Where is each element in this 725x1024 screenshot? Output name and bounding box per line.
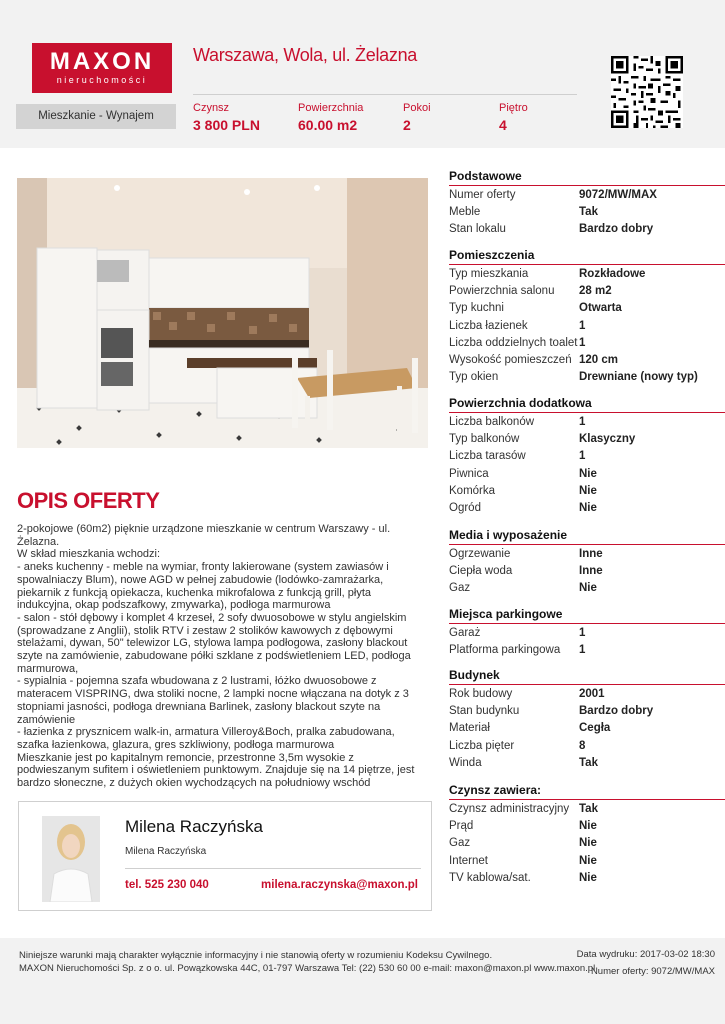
agent-email[interactable]: milena.raczynska@maxon.pl <box>261 879 418 891</box>
detail-value: 120 cm <box>579 354 619 366</box>
detail-label: Ciepła woda <box>449 565 513 578</box>
detail-label: Internet <box>449 854 488 867</box>
detail-value: Bardzo dobry <box>579 223 654 236</box>
detail-label: Wysokość pomieszczeń <box>449 354 572 366</box>
detail-label: Rok budowy <box>449 688 513 700</box>
description-text: 2-pokojowe (60m2) pięknie urządzone mieszkanie w centrum Warszawy - ul. Żelazna. W skład mieszkania wchodzi: - aneks kuchenny - meble na wymiar, fronty lakierowane (system zawiasów i spowalniaczy Blum), nowe AGD w pełnej zabudowie (lodówko-zamrażarka, piekarnik z funkcją opiekacza, kuchenka mikrofalowa z funkcją grill, płyta indukcyjna, okap podszafkowy, zmywarka), podłoga marmurowa - salon - stół dębowy i komplet 4 krzeseł, 2 sofy dwuosobowe w stylu angielskim (sprowadzane z Anglii), stolik RTV i zestaw 2 stolików kawowych z dębowymi stelażami, dywan, 50" telewizor LG, stylowa lampa podłogowa, zasłony blackout szyte na zamówienie, zabudowane półki szklane z podświetleniem LED, podłoga marmurowa, - sypialnia - pojemna szafa wbudowana z 2 lustrami, łóżko dwuosobowe z materacem VISPRING, dwa stoliki nocne, 2 lampki nocne włączana na dotyk z 3 stopniami jasności, podłoga drewniana Barlinek, zasłony blackout szyte na zamówienie - łazienka z prysznicem walk-in, armatura Villeroy&Boch, pralka zabudowana, szafka łazienkowa, glazura, gres szkliwiony, podłoga marmurowa Mieszkanie jest po kapitalnym remoncie, przestronne 3,5m wysokie z podwieszanym sufitem i oświetleniem punktowym. Znajduje się na 14 piętrze, jest bardzo słoneczne, z dużych okien wychodzących na południowy wschód <box>17 523 415 790</box>
detail-label: Typ kuchni <box>449 302 504 315</box>
section-title: Powierzchnia dodatkowa <box>449 396 592 410</box>
detail-value: Tak <box>579 206 598 219</box>
section-title: Podstawowe <box>449 169 522 183</box>
detail-label: Komórka <box>449 484 496 497</box>
agent-divider <box>125 868 421 869</box>
section-divider <box>449 623 725 624</box>
detail-value: Drewniane (nowy typ) <box>579 371 698 384</box>
detail-label: Meble <box>449 206 481 219</box>
detail-value: 9072/MW/MAX <box>579 189 657 201</box>
section-title: Czynsz zawiera: <box>449 783 542 797</box>
detail-value: Nie <box>579 467 597 480</box>
detail-value: 1 <box>579 416 586 428</box>
stat-value: 60.00 m2 <box>298 117 358 133</box>
detail-label: Prąd <box>449 820 474 833</box>
detail-label: Stan lokalu <box>449 223 506 236</box>
stat-label: Pokoi <box>403 102 431 114</box>
detail-label: Liczba oddzielnych toalet <box>449 336 578 349</box>
detail-value: 2001 <box>579 688 605 700</box>
detail-label: Liczba balkonów <box>449 416 535 428</box>
detail-label: Numer oferty <box>449 189 516 201</box>
offer-type-badge: Mieszkanie - Wynajem <box>16 104 176 129</box>
detail-value: 28 m2 <box>579 285 612 298</box>
agent-subtitle: Milena Raczyńska <box>125 846 207 857</box>
detail-value: Cegła <box>579 722 611 735</box>
agent-name: Milena Raczyńska <box>125 817 263 836</box>
detail-label: Liczba tarasów <box>449 450 526 463</box>
detail-label: Ogród <box>449 502 481 514</box>
property-photo[interactable] <box>17 178 428 448</box>
detail-label: Stan budynku <box>449 705 520 718</box>
detail-label: Garaż <box>449 627 481 639</box>
detail-value: Inne <box>579 565 603 578</box>
detail-value: Nie <box>579 871 597 884</box>
detail-value: Otwarta <box>579 302 622 315</box>
detail-value: 1 <box>579 336 586 349</box>
detail-value: 1 <box>579 627 586 639</box>
stat-label: Powierzchnia <box>298 102 364 114</box>
section-title: Media i wyposażenie <box>449 528 568 542</box>
agent-card <box>18 801 432 911</box>
section-divider <box>449 185 725 186</box>
detail-label: Liczba łazienek <box>449 319 528 332</box>
detail-label: Typ mieszkania <box>449 268 529 280</box>
detail-label: Ogrzewanie <box>449 548 511 560</box>
detail-value: Nie <box>579 484 597 497</box>
detail-value: Nie <box>579 582 597 595</box>
detail-value: Bardzo dobry <box>579 705 654 718</box>
footer-company-info: MAXON Nieruchomości Sp. z o o. ul. Powązkowska 44C, 01-797 Warszawa Tel: (22) 530 60 00 e-mail: maxon@maxon.pl www.maxon.pl <box>19 963 596 974</box>
detail-value: Tak <box>579 756 598 769</box>
detail-label: Typ okien <box>449 371 499 384</box>
qr-code-icon[interactable] <box>611 56 683 128</box>
detail-label: Gaz <box>449 837 471 850</box>
section-divider <box>449 412 725 413</box>
section-title: Miejsca parkingowe <box>449 607 563 621</box>
section-divider <box>449 799 725 800</box>
detail-value: 1 <box>579 450 586 463</box>
detail-value: Nie <box>579 854 597 867</box>
stat-area <box>298 102 363 133</box>
detail-value: Rozkładowe <box>579 268 646 280</box>
detail-label: Czynsz administracyjny <box>449 803 570 815</box>
detail-label: Typ balkonów <box>449 433 520 446</box>
description-title: OPIS OFERTY <box>17 488 160 513</box>
detail-value: 1 <box>579 319 586 332</box>
footer-offer-number: Numer oferty: 9072/MW/MAX <box>590 966 715 977</box>
detail-value: Klasyczny <box>579 433 636 446</box>
section-divider <box>449 264 725 265</box>
detail-label: Powierzchnia salonu <box>449 285 555 298</box>
section-divider <box>449 544 725 545</box>
footer-disclaimer: Niniejsze warunki mają charakter wyłącznie informacyjny i nie stanowią oferty w rozumieniu Kodeksu Cywilnego. <box>19 950 493 961</box>
detail-label: Gaz <box>449 582 471 595</box>
stat-label: Czynsz <box>193 102 230 114</box>
stat-value: 3 800 PLN <box>193 117 260 133</box>
section-title: Pomieszczenia <box>449 248 535 262</box>
agent-phone[interactable]: tel. 525 230 040 <box>125 879 209 891</box>
listing-address: Warszawa, Wola, ul. Żelazna <box>193 45 417 65</box>
detail-value: 8 <box>579 739 586 752</box>
maxon-logo[interactable] <box>32 43 172 93</box>
stat-label: Piętro <box>499 102 528 114</box>
detail-label: Winda <box>449 756 482 769</box>
section-divider <box>449 684 725 685</box>
stat-rooms <box>403 102 431 133</box>
detail-label: TV kablowa/sat. <box>449 871 531 884</box>
detail-value: Inne <box>579 548 603 560</box>
detail-value: Tak <box>579 803 598 815</box>
header-divider <box>193 94 577 95</box>
stat-floor <box>499 102 528 133</box>
print-date: Data wydruku: 2017-03-02 18:30 <box>576 949 715 960</box>
detail-value: Nie <box>579 502 597 514</box>
section-title: Budynek <box>449 668 500 682</box>
stat-rent <box>193 102 260 133</box>
detail-value: 1 <box>579 644 586 657</box>
agent-photo <box>42 816 100 902</box>
detail-label: Liczba pięter <box>449 739 515 752</box>
logo-wordmark: MAXON <box>49 48 155 75</box>
stat-value: 2 <box>403 117 411 133</box>
detail-value: Nie <box>579 837 597 850</box>
logo-tagline: nieruchomości <box>56 75 148 85</box>
stat-value: 4 <box>499 117 507 133</box>
detail-label: Piwnica <box>449 467 489 480</box>
detail-label: Materiał <box>449 722 490 735</box>
detail-value: Nie <box>579 820 597 833</box>
detail-label: Platforma parkingowa <box>449 644 561 657</box>
